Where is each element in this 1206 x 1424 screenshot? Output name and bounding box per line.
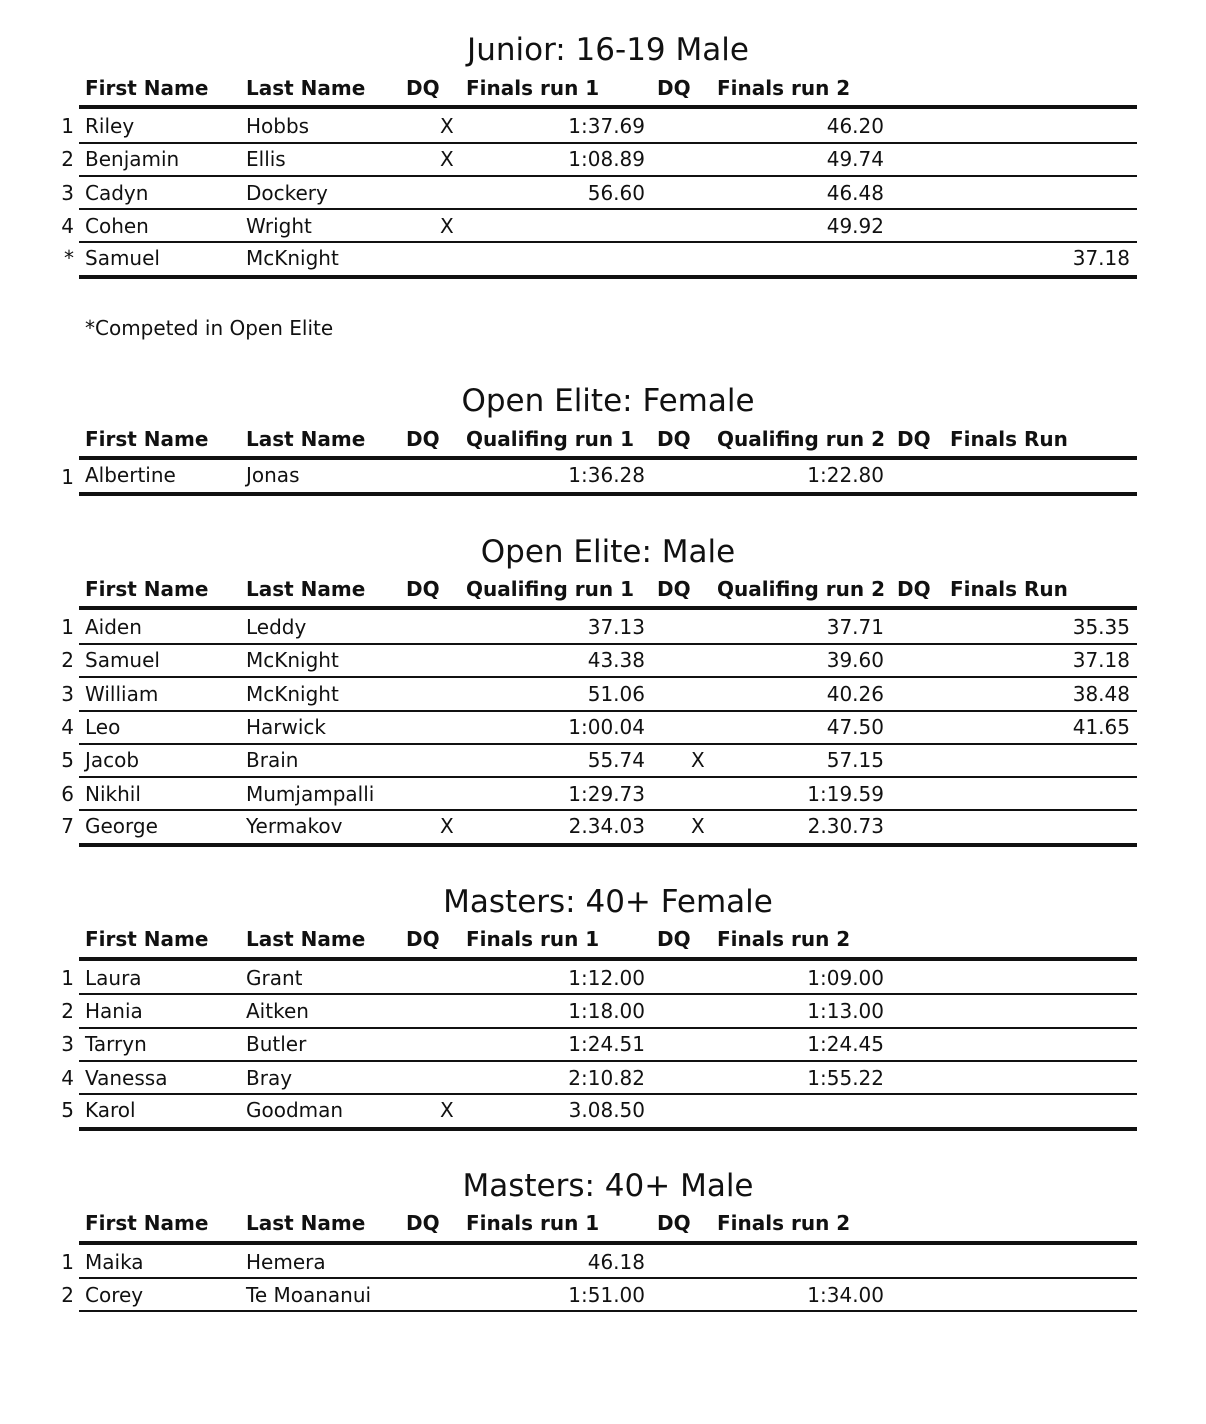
table-row: [0, 1094, 1206, 1127]
header-finals-run-2: Finals run 2: [717, 1211, 851, 1235]
rank: 1: [61, 1250, 74, 1274]
first-name: Maika: [85, 1250, 144, 1274]
run-2-time: 46.20: [826, 114, 884, 138]
header-last-name: Last Name: [246, 577, 366, 601]
final-time: 35.35: [1072, 615, 1130, 639]
footnote: *Competed in Open Elite: [85, 316, 334, 340]
rank: 2: [61, 648, 74, 672]
header-dq: DQ: [406, 1211, 440, 1235]
table-header: [0, 925, 1206, 953]
run-2-time: 1:55.22: [807, 1066, 884, 1090]
table-row: [0, 459, 1206, 492]
first-name: Laura: [85, 966, 142, 990]
last-name: Goodman: [246, 1098, 344, 1122]
rank: 5: [61, 748, 74, 772]
dq-mark: X: [440, 214, 454, 238]
last-name: Aitken: [246, 999, 309, 1023]
run-1-time: 1:24.51: [568, 1032, 645, 1056]
header-finals-run-2: Finals run 2: [717, 927, 851, 951]
first-name: Hania: [85, 999, 143, 1023]
run-1-time: 3.08.50: [568, 1098, 645, 1122]
run-1-time: 1:37.69: [568, 114, 645, 138]
last-name: Hobbs: [246, 114, 310, 138]
last-name: McKnight: [246, 682, 339, 706]
run-1-time: 46.18: [587, 1250, 645, 1274]
first-name: Vanessa: [85, 1066, 168, 1090]
last-name: Mumjampalli: [246, 782, 375, 806]
table-bottom-rule: [79, 275, 1137, 279]
run-2-time: 46.48: [826, 181, 884, 205]
last-name: Yermakov: [246, 814, 343, 838]
run-1-time: 55.74: [587, 748, 645, 772]
run-2-time: 1:22.80: [807, 463, 884, 487]
run-1-time: 56.60: [587, 181, 645, 205]
dq-mark: X: [691, 814, 705, 838]
first-name: Cohen: [85, 214, 149, 238]
header-qualifing-run-1: Qualifing run 1: [466, 427, 635, 451]
last-name: Butler: [246, 1032, 307, 1056]
header-qualifing-run-2: Qualifing run 2: [717, 577, 886, 601]
dq-mark: X: [440, 147, 454, 171]
rank: 3: [61, 1032, 74, 1056]
header-last-name: Last Name: [246, 427, 366, 451]
first-name: Corey: [85, 1283, 144, 1307]
header-dq: DQ: [897, 577, 931, 601]
last-name: Te Moananui: [246, 1283, 372, 1307]
first-name: Cadyn: [85, 181, 149, 205]
table-row: [0, 177, 1206, 210]
header-finals-run: Finals Run: [950, 427, 1068, 451]
header-qualifing-run-2: Qualifing run 2: [717, 427, 886, 451]
rank: *: [64, 246, 74, 270]
run-1-time: 2:10.82: [568, 1066, 645, 1090]
rank: 1: [61, 465, 74, 489]
dq-mark: X: [440, 1098, 454, 1122]
header-finals-run-1: Finals run 1: [466, 76, 600, 100]
run-2-time: 47.50: [826, 715, 884, 739]
table-row: [0, 1279, 1206, 1312]
header-rule: [79, 606, 1137, 610]
table-row: [0, 962, 1206, 995]
section-title: Masters: 40+ Male: [462, 1168, 754, 1204]
table-header: [0, 425, 1206, 453]
rank: 3: [61, 181, 74, 205]
header-finals-run-2: Finals run 2: [717, 76, 851, 100]
last-name: Brain: [246, 748, 299, 772]
first-name: Albertine: [85, 463, 176, 487]
run-1-time: 2.34.03: [568, 814, 645, 838]
dq-mark: X: [440, 114, 454, 138]
first-name: Tarryn: [85, 1032, 147, 1056]
rank: 7: [61, 814, 74, 838]
header-dq: DQ: [657, 1211, 691, 1235]
header-dq: DQ: [406, 76, 440, 100]
header-rule: [79, 957, 1137, 961]
run-2-time: 49.74: [826, 147, 884, 171]
run-1-time: 37.13: [587, 615, 645, 639]
table-bottom-rule: [79, 1310, 1137, 1312]
rank: 4: [61, 715, 74, 739]
run-1-time: 1:36.28: [568, 463, 645, 487]
table-row: [0, 210, 1206, 243]
table-row: [0, 611, 1206, 644]
header-rule: [79, 1241, 1137, 1245]
last-name: McKnight: [246, 246, 339, 270]
rank: 4: [61, 214, 74, 238]
section-title: Masters: 40+ Female: [443, 884, 773, 920]
last-name: Hemera: [246, 1250, 326, 1274]
run-2-time: 1:09.00: [807, 966, 884, 990]
header-first-name: First Name: [85, 927, 209, 951]
last-name: Bray: [246, 1066, 293, 1090]
header-dq: DQ: [657, 927, 691, 951]
header-last-name: Last Name: [246, 927, 366, 951]
last-name: Harwick: [246, 715, 327, 739]
rank: 6: [61, 782, 74, 806]
first-name: Aiden: [85, 615, 142, 639]
rank: 1: [61, 966, 74, 990]
run-2-time: 40.26: [826, 682, 884, 706]
header-rule: [79, 105, 1137, 109]
table-row: [0, 711, 1206, 744]
header-finals-run: Finals Run: [950, 577, 1068, 601]
run-1-time: 43.38: [587, 648, 645, 672]
table-row: [0, 778, 1206, 811]
run-2-time: 49.92: [826, 214, 884, 238]
table-row: [0, 995, 1206, 1028]
header-dq: DQ: [657, 577, 691, 601]
header-qualifing-run-1: Qualifing run 1: [466, 577, 635, 601]
table-bottom-rule: [79, 843, 1137, 847]
first-name: Benjamin: [85, 147, 180, 171]
run-1-time: 1:08.89: [568, 147, 645, 171]
table-row: [0, 810, 1206, 843]
table-header: [0, 1209, 1206, 1237]
section-title: Open Elite: Female: [461, 383, 755, 419]
dq-mark: X: [691, 748, 705, 772]
header-last-name: Last Name: [246, 76, 366, 100]
last-name: Ellis: [246, 147, 286, 171]
rank: 1: [61, 615, 74, 639]
table-row: [0, 678, 1206, 711]
table-bottom-rule: [79, 1127, 1137, 1131]
table-row: [0, 242, 1206, 275]
header-dq: DQ: [657, 76, 691, 100]
first-name: Samuel: [85, 648, 160, 672]
first-name: Jacob: [85, 748, 140, 772]
run-2-time: 39.60: [826, 648, 884, 672]
run-1-time: 1:18.00: [568, 999, 645, 1023]
header-dq: DQ: [406, 427, 440, 451]
rank: 2: [61, 1283, 74, 1307]
table-header: [0, 74, 1206, 102]
header-first-name: First Name: [85, 1211, 209, 1235]
run-1-time: 1:12.00: [568, 966, 645, 990]
run-2-time: 37.71: [826, 615, 884, 639]
header-last-name: Last Name: [246, 1211, 366, 1235]
table-row: [0, 1028, 1206, 1061]
final-time: 37.18: [1072, 648, 1130, 672]
rank: 2: [61, 999, 74, 1023]
header-first-name: First Name: [85, 427, 209, 451]
header-dq: DQ: [657, 427, 691, 451]
run-1-time: 1:29.73: [568, 782, 645, 806]
rank: 3: [61, 682, 74, 706]
run-2-time: 57.15: [826, 748, 884, 772]
last-name: Leddy: [246, 615, 307, 639]
last-name: McKnight: [246, 648, 339, 672]
header-first-name: First Name: [85, 577, 209, 601]
run-1-time: 1:51.00: [568, 1283, 645, 1307]
header-dq: DQ: [406, 927, 440, 951]
last-name: Dockery: [246, 181, 328, 205]
run-2-time: 1:19.59: [807, 782, 884, 806]
final-time: 41.65: [1072, 715, 1130, 739]
first-name: Leo: [85, 715, 121, 739]
table-row: [0, 644, 1206, 677]
header-finals-run-1: Finals run 1: [466, 927, 600, 951]
run-2-time: 2.30.73: [807, 814, 884, 838]
rank: 1: [61, 114, 74, 138]
first-name: Samuel: [85, 246, 160, 270]
final-time: 37.18: [1072, 246, 1130, 270]
run-2-time: 1:34.00: [807, 1283, 884, 1307]
first-name: George: [85, 814, 158, 838]
dq-mark: X: [440, 814, 454, 838]
table-row: [0, 143, 1206, 176]
rank: 5: [61, 1098, 74, 1122]
table-bottom-rule: [79, 492, 1137, 496]
header-first-name: First Name: [85, 76, 209, 100]
table-row: [0, 744, 1206, 777]
final-time: 38.48: [1072, 682, 1130, 706]
last-name: Jonas: [246, 463, 300, 487]
last-name: Wright: [246, 214, 312, 238]
section-title: Open Elite: Male: [480, 534, 736, 570]
section-title: Junior: 16-19 Male: [467, 32, 749, 68]
rank: 4: [61, 1066, 74, 1090]
header-dq: DQ: [406, 577, 440, 601]
table-row: [0, 110, 1206, 143]
first-name: Nikhil: [85, 782, 141, 806]
run-1-time: 1:00.04: [568, 715, 645, 739]
table-row: [0, 1062, 1206, 1095]
first-name: William: [85, 682, 159, 706]
run-2-time: 1:13.00: [807, 999, 884, 1023]
table-header: [0, 575, 1206, 603]
last-name: Grant: [246, 966, 303, 990]
run-2-time: 1:24.45: [807, 1032, 884, 1056]
first-name: Karol: [85, 1098, 136, 1122]
header-dq: DQ: [897, 427, 931, 451]
first-name: Riley: [85, 114, 135, 138]
table-row: [0, 1246, 1206, 1279]
rank: 2: [61, 147, 74, 171]
header-finals-run-1: Finals run 1: [466, 1211, 600, 1235]
run-1-time: 51.06: [587, 682, 645, 706]
